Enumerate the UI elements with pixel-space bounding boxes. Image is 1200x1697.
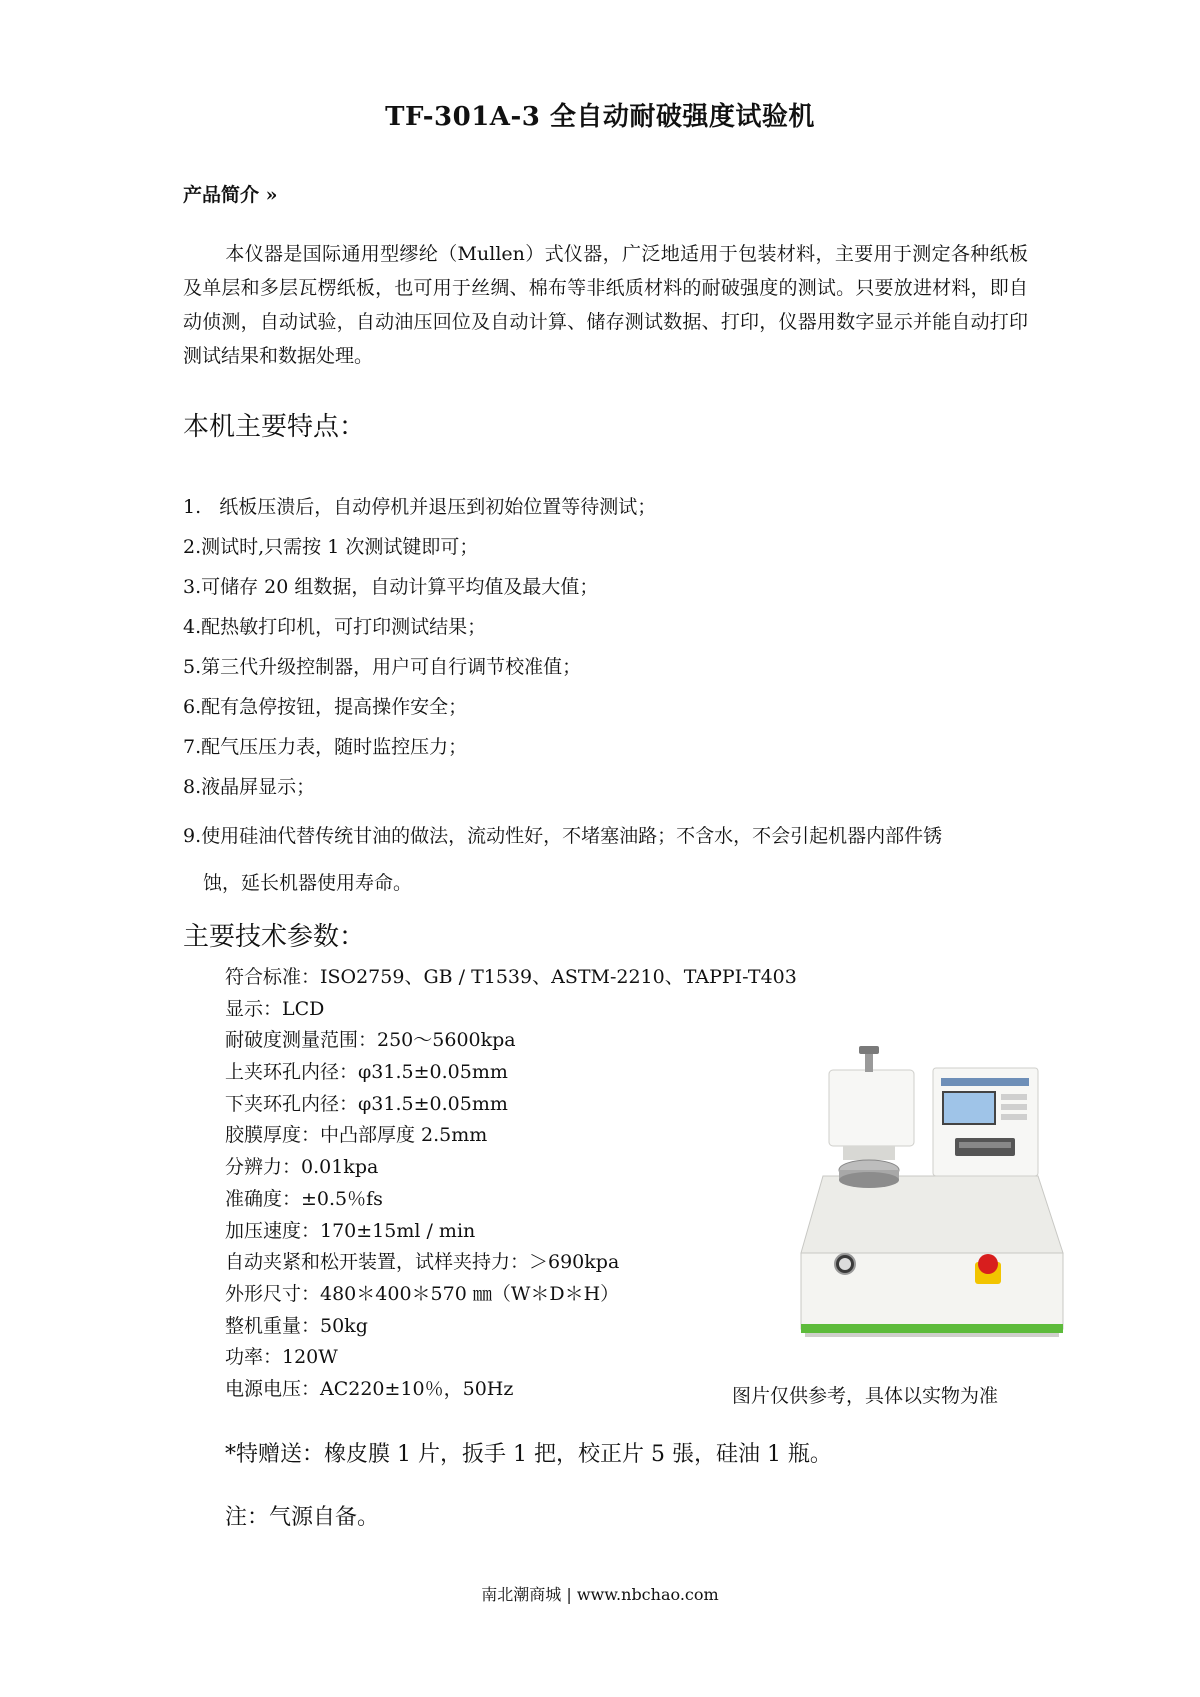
gift-note: *特赠送：橡皮膜 1 片，扳手 1 把，校正片 5 張，硅油 1 瓶。 xyxy=(225,1442,832,1467)
specs-heading: 主要技术参数： xyxy=(183,922,366,952)
spec-range: 耐破度测量范围：250～5600kpa xyxy=(225,1029,516,1052)
feature-item-2: 2.测试时,只需按 1 次测试键即可； xyxy=(183,536,479,558)
spec-lower-clamp: 下夹环孔内径：φ31.5±0.05mm xyxy=(225,1092,508,1115)
feature-item-9-line2: 蚀，延长机器使用寿命。 xyxy=(203,872,413,894)
feature-item-1: 1. 纸板压溃后，自动停机并退压到初始位置等待测试； xyxy=(183,496,657,518)
spec-display: 显示：LCD xyxy=(225,997,325,1020)
product-photo xyxy=(783,1038,1088,1345)
intro-paragraph xyxy=(183,237,1028,373)
page-title: TF-301A-3 全自动耐破强度试验机 xyxy=(385,102,815,132)
photo-caption: 图片仅供参考，具体以实物为准 xyxy=(732,1385,999,1407)
feature-item-9-line1: 9.使用硅油代替传统甘油的做法，流动性好，不堵塞油路；不含水，不会引起机器内部件锈 xyxy=(183,825,943,847)
footer: 南北潮商城 | www.nbchao.com xyxy=(481,1585,719,1604)
spec-voltage: 电源电压：AC220±10％，50Hz xyxy=(225,1377,514,1400)
spec-resolution: 分辨力：0.01kpa xyxy=(225,1156,379,1179)
spec-accuracy: 准确度：±0.5％fs xyxy=(225,1187,383,1210)
air-source-note: 注：气源自备。 xyxy=(225,1505,380,1530)
feature-item-3: 3.可储存 20 组数据，自动计算平均值及最大值； xyxy=(183,576,599,598)
spec-membrane: 胶膜厚度：中凸部厚度 2.5mm xyxy=(225,1124,488,1147)
feature-list xyxy=(183,493,1033,907)
feature-item-6: 6.配有急停按钮，提高操作安全； xyxy=(183,696,468,718)
spec-upper-clamp: 上夹环孔内径：φ31.5±0.05mm xyxy=(225,1061,508,1084)
feature-item-8: 8.液晶屏显示； xyxy=(183,776,316,798)
spec-dimensions: 外形尺寸：480＊400＊570 ㎜（W＊D＊H） xyxy=(225,1282,620,1305)
intro-heading: 产品简介 » xyxy=(183,184,278,206)
spec-standard: 符合标准：ISO2759、GB / T1539、ASTM-2210、TAPPI-T403 xyxy=(225,966,797,988)
feature-item-4: 4.配热敏打印机，可打印测试结果； xyxy=(183,616,487,638)
spec-list xyxy=(225,962,797,1406)
spec-weight: 整机重量：50kg xyxy=(225,1314,368,1337)
feature-item-7: 7.配气压压力表，随时监控压力； xyxy=(183,736,468,758)
spec-clamping: 自动夹紧和松开装置，试样夹持力：＞690kpa xyxy=(225,1251,620,1274)
feature-item-9 xyxy=(183,813,1033,907)
features-heading: 本机主要特点： xyxy=(183,412,366,442)
feature-item-5: 5.第三代升级控制器，用户可自行调节校准值； xyxy=(183,656,582,678)
spec-speed: 加压速度：170±15ml / min xyxy=(225,1219,476,1242)
spec-power: 功率：120W xyxy=(225,1346,338,1369)
intro-paragraph-text: 本仪器是国际通用型缪纶（Mullen）式仪器，广泛地适用于包装材料，主要用于测定各种纸板及单层和多层瓦楞纸板，也可用于丝绸、棉布等非纸质材料的耐破强度的测试。只要放进材料，即自动侦测，自动试验，自动油压回位及自动计算、储存测试数据、打印，仪器用数字显示并能自动打印测试结果和数据处理。 xyxy=(183,243,1028,367)
